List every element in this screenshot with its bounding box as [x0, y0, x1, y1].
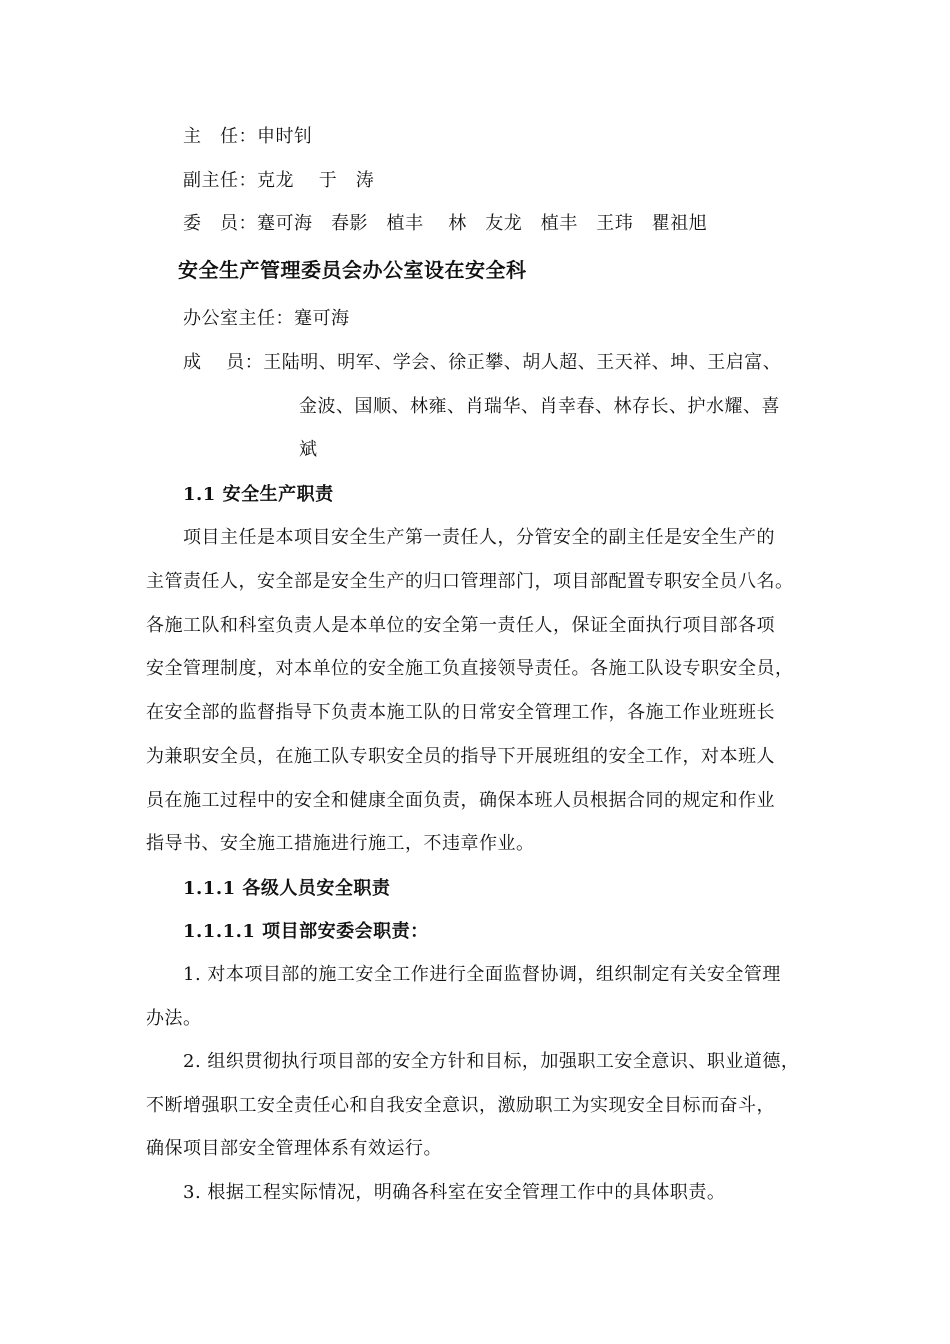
list-item-1-line-2: 办法。: [146, 1008, 202, 1029]
office-staff-line-3: 斌: [299, 439, 318, 460]
list-item-2-line-1: 2. 组织贯彻执行项目部的安全方针和目标，加强职工安全意识、职业道德，: [183, 1051, 800, 1072]
office-staff-line-1: 成 员：王陆明、明军、学会、徐正攀、胡人超、王天祥、坤、王启富、: [183, 352, 782, 373]
office-director-line: 办公室主任：蹇可海: [183, 308, 350, 329]
list-item-1-line-1: 1. 对本项目部的施工安全工作进行全面监督协调，组织制定有关安全管理: [183, 964, 781, 985]
director-line: 主 任：申时钊: [183, 126, 313, 147]
section-1-1-heading: 1.1 安全生产职责: [183, 484, 334, 505]
paragraph-line: 指导书、安全施工措施进行施工，不违章作业。: [146, 833, 535, 854]
paragraph-line: 各施工队和科室负责人是本单位的安全第一责任人，保证全面执行项目部各项: [146, 615, 775, 636]
paragraph-line: 员在施工过程中的安全和健康全面负责，确保本班人员根据合同的规定和作业: [146, 790, 775, 811]
list-item-2-line-2: 不断增强职工安全责任心和自我安全意识，激励职工为实现安全目标而奋斗，: [146, 1095, 775, 1116]
paragraph-line: 在安全部的监督指导下负责本施工队的日常安全管理工作，各施工作业班班长: [146, 702, 775, 723]
section-1-1-1-heading: 1.1.1 各级人员安全职责: [183, 878, 391, 899]
list-item-3-line-1: 3. 根据工程实际情况，明确各科室在安全管理工作中的具体职责。: [183, 1182, 726, 1203]
paragraph-line: 主管责任人，安全部是安全生产的归口管理部门，项目部配置专职安全员八名。: [146, 571, 794, 592]
paragraph-line: 项目主任是本项目安全生产第一责任人，分管安全的副主任是安全生产的: [183, 527, 775, 548]
office-heading: 安全生产管理委员会办公室设在安全科: [178, 258, 527, 282]
members-line: 委 员：蹇可海 春影 植丰 林 友龙 植丰 王玮 瞿祖旭: [183, 213, 708, 234]
list-item-2-line-3: 确保项目部安全管理体系有效运行。: [146, 1138, 442, 1159]
section-1-1-1-1-heading: 1.1.1.1 项目部安委会职责：: [183, 921, 429, 942]
office-staff-line-2: 金波、国顺、林雍、肖瑞华、肖幸春、林存长、护水耀、喜: [299, 396, 780, 417]
paragraph-line: 安全管理制度，对本单位的安全施工负直接领导责任。各施工队设专职安全员，: [146, 658, 794, 679]
paragraph-line: 为兼职安全员，在施工队专职安全员的指导下开展班组的安全工作，对本班人: [146, 746, 775, 767]
vice-director-line: 副主任：克龙 于 涛: [183, 170, 375, 191]
